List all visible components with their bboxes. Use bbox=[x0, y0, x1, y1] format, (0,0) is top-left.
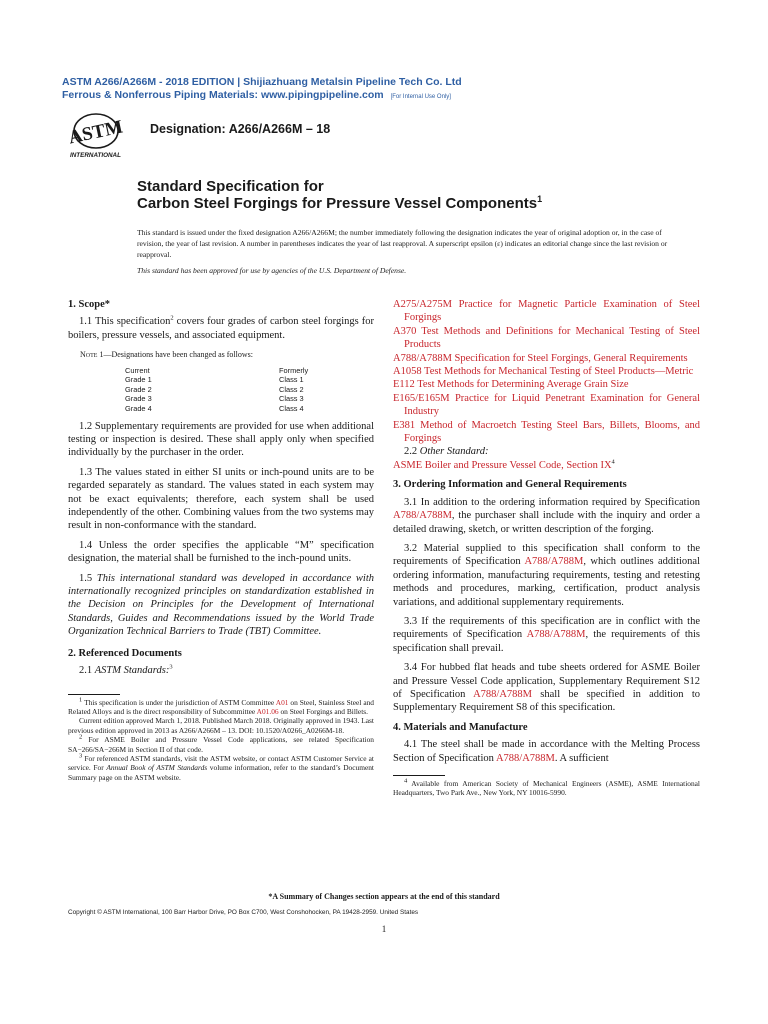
ref-a1058: A1058 Test Methods for Mechanical Testing of Steel Products—Metric bbox=[393, 366, 694, 378]
referenced-documents-heading: 2. Referenced Documents bbox=[68, 647, 182, 659]
table-row: Grade 1 Class 1 bbox=[125, 375, 304, 385]
table-header-row bbox=[125, 366, 308, 376]
footnote-divider bbox=[393, 775, 445, 776]
materials-heading: 4. Materials and Manufacture bbox=[393, 721, 528, 733]
committee-link[interactable]: A01 bbox=[275, 697, 289, 707]
right-column bbox=[393, 298, 700, 798]
ref-e165: E165/E165M Practice for Liquid Penetrant Examination for General Industry bbox=[393, 392, 700, 418]
ref-link[interactable]: A788/A788M bbox=[393, 352, 452, 364]
ref-link[interactable]: E381 bbox=[393, 419, 416, 431]
footnote-divider bbox=[68, 694, 120, 695]
note-1: Note 1—Designations have been changed as follows: bbox=[80, 350, 253, 360]
ref-link[interactable]: A370 bbox=[393, 325, 417, 337]
para-1-2: 1.2 Supplementary requirements are provided for use when additional testing or inspection is desired. These shall apply only when specified individually by the purchaser in the order. bbox=[68, 420, 374, 459]
footnotes-right bbox=[393, 779, 700, 798]
subcommittee-link[interactable]: A01.06 bbox=[256, 706, 279, 716]
spec-link[interactable]: A788/A788M bbox=[473, 688, 533, 700]
footnote-4: $^4$ Available from American Society of Mechanical Engineers (ASME), ASME International Headquarters, Two Park Ave., New York, NY 10016-5990. bbox=[393, 777, 700, 798]
header-website-line bbox=[62, 89, 451, 101]
astm-international-logo bbox=[68, 112, 130, 160]
footnote-2: $^2$ For ASME Boiler and Pressure Vessel Code applications, see related Specification SA−266/SA−266M in Section II of that code. bbox=[68, 733, 374, 754]
ref-link[interactable]: A1058 bbox=[393, 366, 422, 378]
ref-link[interactable]: E112 bbox=[393, 379, 415, 391]
footnote-3: $^3$ For referenced ASTM standards, visit the ASTM website, or contact ASTM Customer Service at service. For Annual Book of ASTM Standards volume information, refer to the standard’s Document Summary page on the ASTM website. bbox=[68, 752, 374, 782]
scope-heading: 1. Scope* bbox=[68, 299, 110, 310]
ref-link[interactable]: A275/A275M bbox=[393, 299, 452, 310]
table-header-cell: Formerly bbox=[279, 365, 309, 375]
ref-e381: E381 Method of Macroetch Testing Steel Bars, Billets, Blooms, and Forgings bbox=[393, 419, 700, 445]
spec-link[interactable]: A788/A788M bbox=[526, 629, 586, 641]
astm-logo-icon bbox=[68, 112, 130, 160]
footnote-ref-2[interactable]: 2 bbox=[170, 314, 174, 322]
spec-link[interactable]: A788/A788M bbox=[495, 752, 555, 764]
designation: Designation: A266/A266M – 18 bbox=[150, 122, 331, 136]
para-1-1: 1.1 This specification$^2$ covers four grades of carbon steel forgings for boilers, pressure vessels, and associated equipment. bbox=[68, 314, 375, 341]
para-1-5: 1.5 This international standard was developed in accordance with internationally recognized principles on standardization established in the Decision on Principles for the Development of International Standards, Guides and Recommendations issued by the World Trade Organization Technical Barriers to Trade (TBT) Committee. bbox=[68, 572, 374, 638]
title-footnote-ref[interactable]: 1 bbox=[537, 194, 543, 204]
logo-international-text: INTERNATIONAL bbox=[70, 152, 121, 159]
footnote-ref-3[interactable]: 3 bbox=[169, 663, 173, 671]
para-1-3: 1.3 The values stated in either SI units or inch-pound units are to be regarded separately as standard. The values stated in each system may not be exact equivalents; therefore, each system shall be used independently of the other. Combining values from the two systems may result in non-conformance with the standard. bbox=[68, 466, 374, 532]
para-3-1: 3.1 In addition to the ordering information required by Specification A788/A788M, the purchaser shall include with the inquiry and order a detailed drawing, sketch, or written description of the forging. bbox=[393, 496, 700, 535]
para-3-3: 3.3 If the requirements of this specification are in conflict with the requirements of Specification A788/A788M, the requirements of this specification shall prevail. bbox=[393, 615, 700, 654]
copyright-line: Copyright © ASTM International, 100 Barr Harbor Drive, PO Box C700, West Conshohocken, PA 19428-2959. United States bbox=[68, 909, 419, 916]
table-row: Grade 2 Class 2 bbox=[125, 384, 304, 394]
dod-approval-statement: This standard has been approved for use by agencies of the U.S. Department of Defense. bbox=[137, 266, 407, 275]
left-column bbox=[68, 298, 374, 782]
ordering-heading: 3. Ordering Information and General Requirements bbox=[393, 479, 627, 491]
header-website-text: Ferrous & Nonferrous Piping Materials: www.pipingpipeline.com bbox=[62, 89, 384, 101]
spec-link[interactable]: A788/A788M bbox=[524, 556, 584, 568]
header-edition-line: ASTM A266/A266M - 2018 EDITION | Shijiazhuang Metalsin Pipeline Tech Co. Ltd bbox=[62, 76, 462, 88]
title-line2 bbox=[137, 195, 542, 212]
ref-a788: A788/A788M Specification for Steel Forgings, General Requirements bbox=[393, 352, 688, 364]
para-3-4: 3.4 For hubbed flat heads and tube sheets ordered for ASME Boiler and Pressure Vessel Code application, Supplementary Requirement S12 of Specification A788/A788M shall be specified in addition to Supplementary Requirement S8 of this specification. bbox=[393, 662, 700, 714]
ref-asme bbox=[393, 459, 700, 472]
ref-a370: A370 Test Methods and Definitions for Mechanical Testing of Steel Products bbox=[393, 325, 700, 351]
page-number: 1 bbox=[381, 924, 387, 934]
para-4-1: 4.1 The steel shall be made in accordance with the Melting Process Section of Specification A788/A788M. A sufficient bbox=[393, 739, 700, 764]
title-line1: Standard Specification for bbox=[137, 178, 324, 195]
internal-use-note: [For Internal Use Only] bbox=[390, 94, 451, 100]
ref-a275: A275/A275M Practice for Magnetic Particle Examination of Steel Forgings bbox=[393, 299, 700, 324]
footnote-ref-4[interactable]: 4 bbox=[611, 458, 615, 466]
spec-link[interactable]: A788/A788M bbox=[393, 510, 452, 522]
title-main: Carbon Steel Forgings for Pressure Vessel Components bbox=[137, 195, 538, 212]
svg-text:ASTM: ASTM bbox=[68, 116, 125, 149]
ref-link[interactable]: E165/E165M bbox=[393, 392, 450, 404]
footnote-1-edition: Current edition approved March 1, 2018. Published March 2018. Originally approved in 1943. Last previous edition approved in 2013 as A266/A266M – 13. DOI: 10.1520/A0266_A0266M-18. bbox=[68, 716, 374, 735]
designation-table bbox=[125, 366, 308, 414]
asme-link[interactable]: ASME Boiler and Pressure Vessel Code, Section IX bbox=[393, 459, 612, 471]
table-header-cell: Current bbox=[125, 365, 150, 375]
para-2-2: 2.2 Other Standard: bbox=[404, 446, 489, 458]
table-row: Grade 3 Class 3 bbox=[125, 394, 304, 404]
para-3-2: 3.2 Material supplied to this specification shall conform to the requirements of Specification A788/A788M, which outlines additional ordering information, manufacturing requirements, testing and retesting methods and procedures, marking, certification, product analysis variations, and additional supplementary requirements. bbox=[393, 542, 700, 608]
ref-e112: E112 Test Methods for Determining Average Grain Size bbox=[393, 379, 629, 391]
summary-of-changes-note: *A Summary of Changes section appears at the end of this standard bbox=[268, 892, 500, 901]
para-1-4: 1.4 Unless the order specifies the applicable “M” specification designation, the material shall be furnished to the inch-pound units. bbox=[68, 539, 374, 565]
issued-statement: This standard is issued under the fixed designation A266/A266M; the number immediately following the designation indicates the year of original adoption or, in the case of revision, the year of last revision. A number in parentheses indicates the year of last reapproval. A superscript epsilon (ε) indicates an editorial change since the last revision or reapproval. bbox=[137, 228, 668, 259]
footnote-1: $^1$ This specification is under the jurisdiction of ASTM Committee A01 on Steel, Stainless Steel and Related Alloys and is the direct responsibility of Subcommittee A01.06 on Steel Forgings and Billets. bbox=[68, 696, 374, 716]
para-2-1: 2.1 ASTM Standards:$^3$ bbox=[79, 663, 173, 677]
table-row: Grade 4 Class 4 bbox=[125, 404, 304, 413]
footnotes-left bbox=[68, 698, 374, 783]
